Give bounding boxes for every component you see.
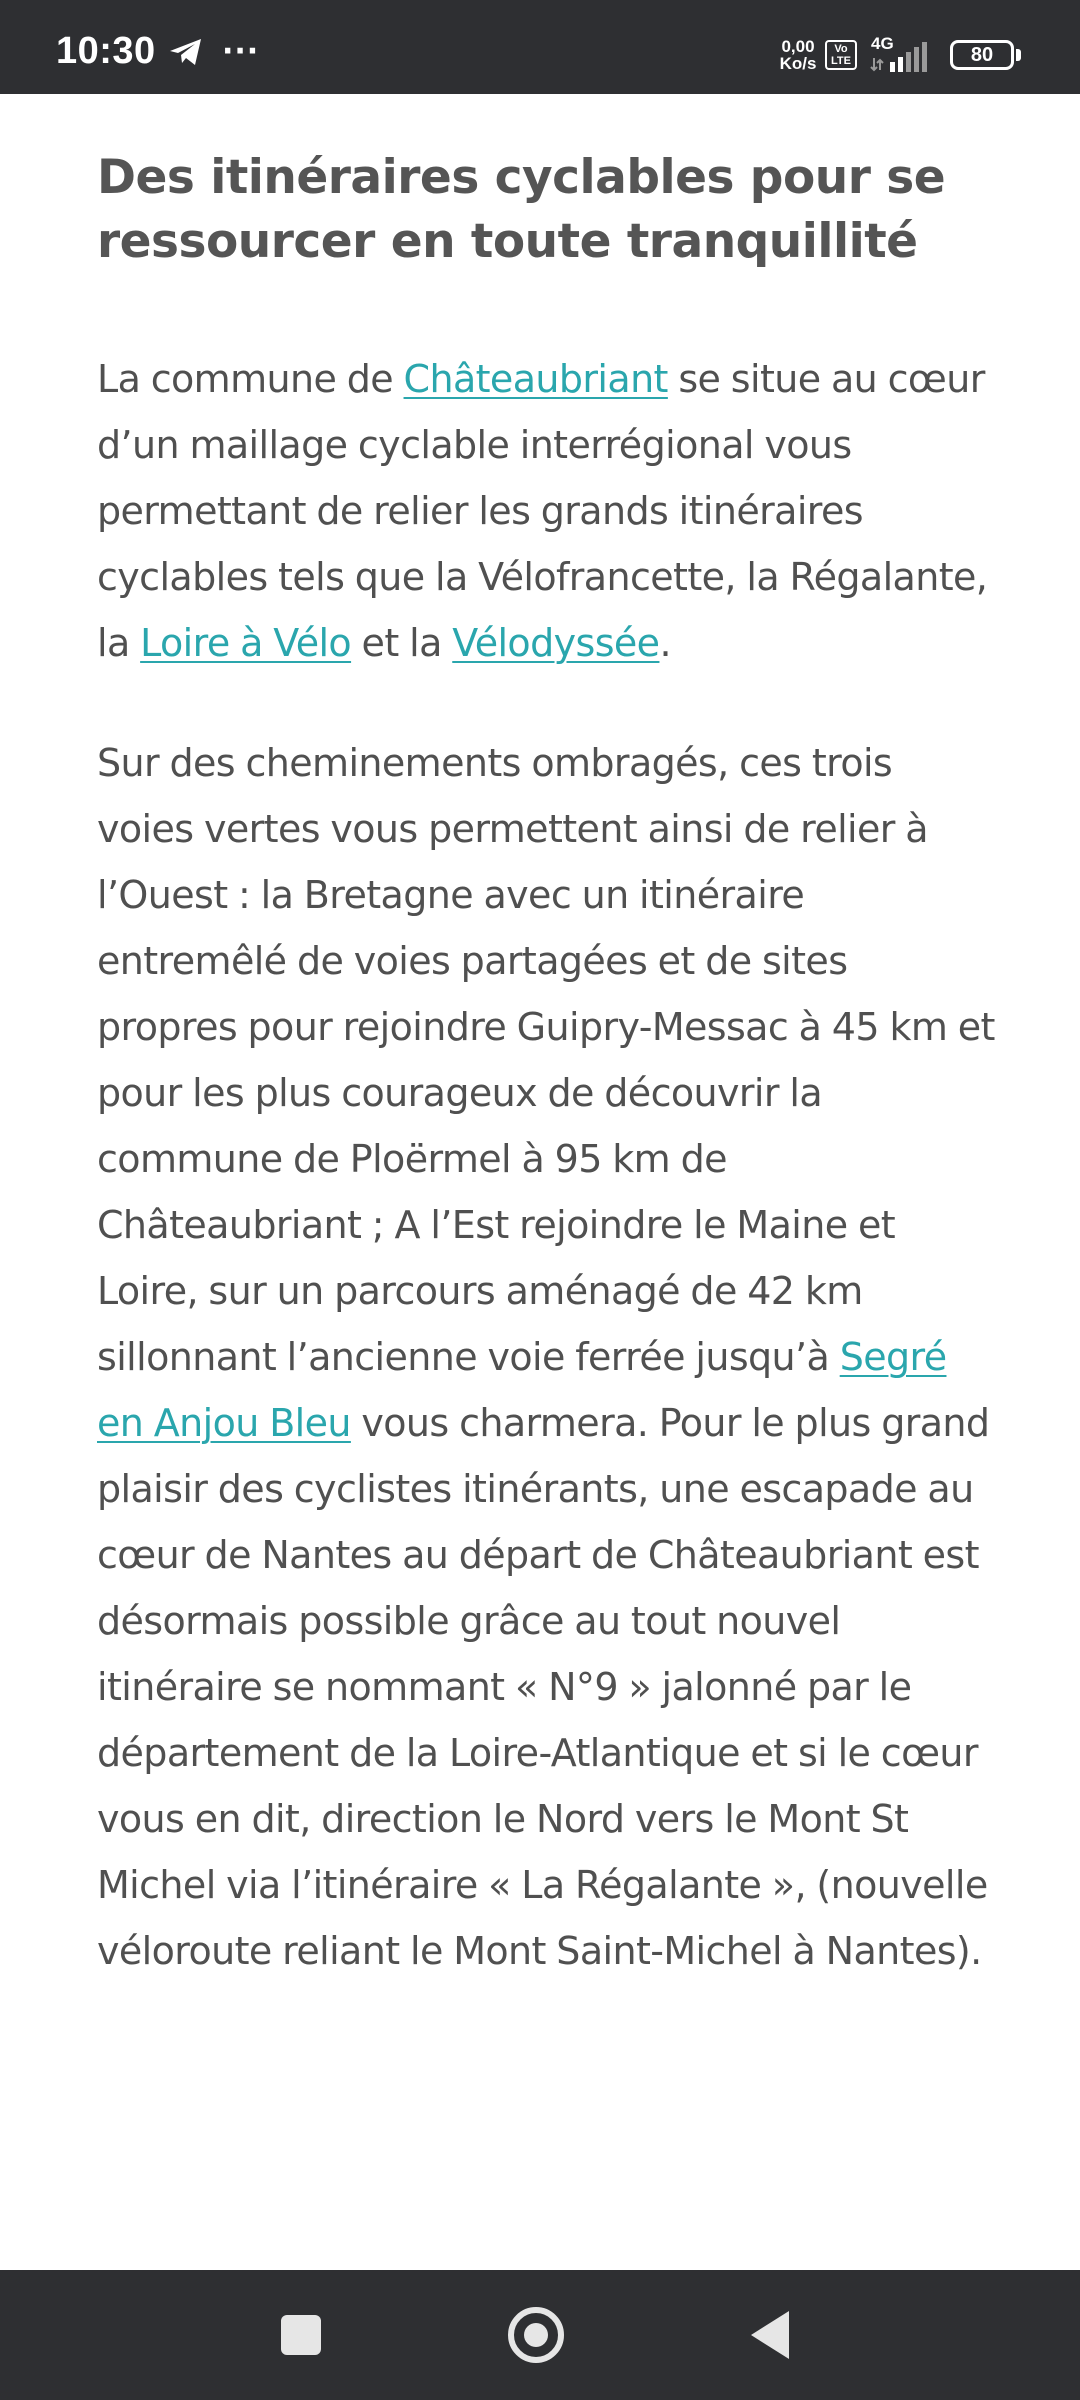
home-button[interactable]: [476, 2270, 596, 2400]
battery-level: 80: [970, 44, 994, 66]
link-chateaubriant[interactable]: Châteaubriant: [403, 357, 668, 401]
paragraph-intro-text-1: La commune de: [97, 357, 404, 401]
network-type: 4G: [871, 34, 894, 53]
link-loire-a-velo[interactable]: Loire à Vélo: [140, 621, 352, 665]
battery-icon: [950, 40, 1014, 70]
status-time: 10:30: [56, 30, 156, 72]
recents-icon: [281, 2315, 321, 2355]
volte-icon: [825, 40, 857, 70]
battery-tip: [1016, 49, 1021, 61]
network-speed: [776, 38, 820, 72]
page-title-line-2: ressourcer en toute tranquillité: [97, 214, 918, 269]
paragraph-routes-text-1: Sur des cheminements ombragés, ces trois voies vertes vous permettent ainsi de relier à l’Ouest : la Bretagne avec un itinéraire entremêlé de voies partagées et de sites propres pour rejoindre Guipry-Messac à 45 km et pour les plus courageux de découvrir la commune de Ploërmel à 95 km de Châteaubriant ; A l’Est rejoindre le Maine et Loire, sur un parcours aménagé de 42 km sillonnant l’ancienne voie ferrée jusqu’à: [97, 741, 995, 1379]
article-content: [97, 146, 997, 1984]
home-icon: [508, 2307, 564, 2363]
back-button[interactable]: [710, 2270, 830, 2400]
volte-label-top: Vo: [834, 43, 848, 55]
paragraph-intro-text-2: se situe au cœur d’un maillage cyclable interrégional vous permettant de relier les grands itinéraires cyclables tels que la Vélofrancette, la Régalante, la: [97, 357, 988, 665]
network-speed-value: 0,00: [781, 37, 815, 56]
page-title-line-1: Des itinéraires cyclables pour se: [97, 150, 946, 205]
link-segre-en-anjou-bleu[interactable]: Segré en Anjou Bleu: [97, 1335, 947, 1445]
paragraph-intro: [97, 346, 997, 676]
navigation-bar: [0, 2270, 1080, 2400]
telegram-icon: [168, 36, 204, 68]
paragraph-routes-text-2: vous charmera. Pour le plus grand plaisir des cyclistes itinérants, une escapade au cœur de Nantes au départ de Châteaubriant est désormais possible grâce au tout nouvel itinéraire se nommant « N°9 » jalonné par le département de la Loire-Atlantique et si le cœur vous en dit, direction le Nord vers le Mont St Michel via l’itinéraire « La Régalante », (nouvelle véloroute reliant le Mont Saint-Michel à Nantes).: [97, 1401, 990, 1973]
link-velodyssee[interactable]: Vélodyssée: [452, 621, 660, 665]
paragraph-routes: [97, 730, 997, 1984]
paragraph-intro-text-4: .: [659, 621, 671, 665]
page-title: [97, 146, 997, 274]
recents-button[interactable]: [241, 2270, 361, 2400]
volte-label-bottom: LTE: [831, 55, 851, 67]
signal-strength-icon: [868, 40, 938, 74]
back-icon: [751, 2311, 789, 2359]
status-bar: [0, 0, 1080, 94]
network-speed-unit: Ko/s: [779, 54, 817, 73]
more-notifications-icon: ···: [222, 34, 260, 69]
paragraph-intro-text-3: et la: [351, 621, 453, 665]
